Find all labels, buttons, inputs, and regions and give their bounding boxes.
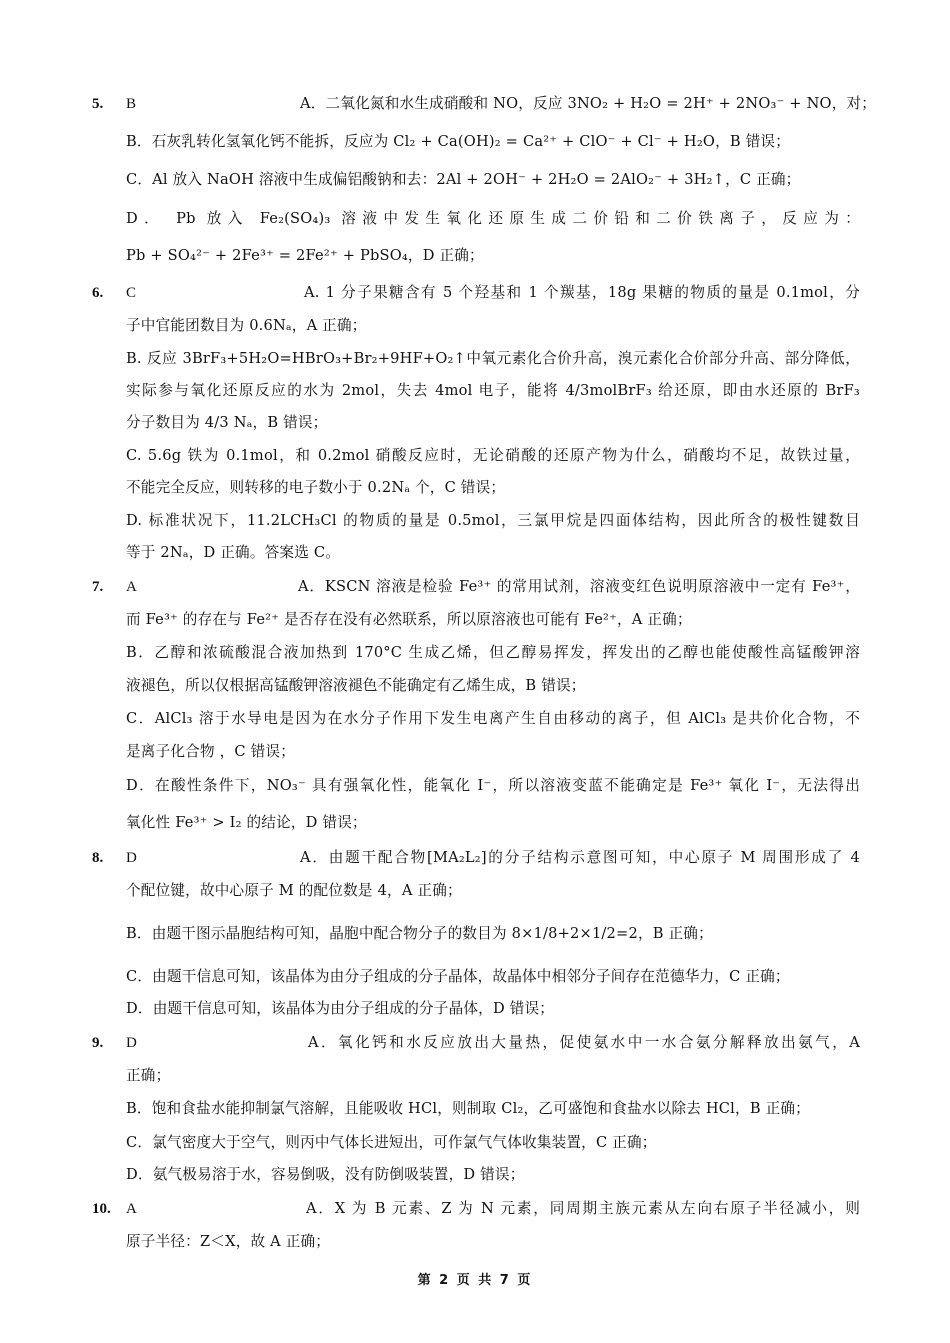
explanation-line: D．在酸性条件下，NO₃⁻ 具有强氧化性，能氧化 I⁻，所以溶液变蓝不能确定是 Fe³⁺ 氧化 I⁻，无法得出 — [126, 777, 860, 794]
explanation-line: C．由题干信息可知，该晶体为由分子组成的分子晶体，故晶体中相邻分子间存在范德华力，C 正确； — [126, 968, 790, 985]
explanation-line: D．氨气极易溶于水，容易倒吸，没有防倒吸装置，D 错误； — [126, 1166, 525, 1183]
explanation-line: C. 5.6g 铁为 0.1mol，和 0.2mol 硝酸反应时，无论硝酸的还原产物为什么，硝酸均不足，故铁过量， — [126, 447, 860, 464]
explanation-line: C．氯气密度大于空气，则丙中气体长进短出，可作氯气气体收集装置，C 正确； — [126, 1134, 657, 1151]
explanation-line: 是离子化合物 ，C 错误； — [126, 743, 295, 760]
explanation-line: C．Al 放入 NaOH 溶液中生成偏铝酸钠和去：2Al + 2OH⁻ + 2H₂O = 2AlO₂⁻ + 3H₂↑，C 正确； — [126, 171, 801, 188]
answer-letter: D — [126, 850, 137, 866]
explanation-line: A．氧化钙和水反应放出大量热，促使氨水中一水合氨分解释放出氨气，A — [308, 1034, 860, 1051]
explanation-line: A．二氧化氮和水生成硝酸和 NO，反应 3NO₂ + H₂O = 2H⁺ + 2NO₃⁻ + NO，对； — [300, 95, 877, 112]
answer-letter: D — [126, 1035, 137, 1051]
explanation-line: D. 标准状况下，11.2LCH₃Cl 的物质的量是 0.5mol，三氯甲烷是四面体结构，因此所含的极性键数目 — [126, 512, 860, 529]
explanation-line: 而 Fe³⁺ 的存在与 Fe²⁺ 是否存在没有必然联系，所以原溶液也可能有 Fe²⁺，A 正确； — [126, 611, 692, 628]
explanation-line: A．由题干配合物[MA₂L₂]的分子结构示意图可知，中心原子 M 周围形成了 4 — [300, 849, 860, 866]
answer-letter: C — [126, 285, 137, 301]
explanation-line: 分子数目为 4/3 Nₐ，B 错误； — [126, 414, 328, 431]
explanation-line: A. 1 分子果糖含有 5 个羟基和 1 个羰基，18g 果糖的物质的量是 0.1mol，分 — [304, 284, 860, 301]
explanation-line: B．由题干图示晶胞结构可知，晶胞中配合物分子的数目为 8×1/8+2×1/2=2，B 正确； — [126, 925, 713, 942]
explanation-line: D．由题干信息可知，该晶体为由分子组成的分子晶体，D 错误； — [126, 1000, 555, 1017]
answer-letter: B — [126, 96, 137, 112]
question-number: 8. — [92, 850, 104, 866]
explanation-line: 不能完全反应，则转移的电子数小于 0.2Nₐ 个，C 错误； — [126, 479, 506, 496]
question-number: 5. — [92, 96, 104, 112]
explanation-line: A．X 为 B 元素、Z 为 N 元素，同周期主族元素从左向右原子半径减小，则 — [306, 1200, 860, 1217]
explanation-line: 等于 2Nₐ，D 正确。答案选 C。 — [126, 544, 341, 561]
explanation-line: 子中官能团数目为 0.6Nₐ，A 正确； — [126, 317, 367, 334]
explanation-line: 正确； — [126, 1067, 171, 1084]
explanation-line: 实际参与氧化还原反应的水为 2mol，失去 4mol 电子，能将 4/3molBrF₃ 给还原，即由水还原的 BrF₃ — [126, 382, 860, 399]
explanation-line: B. 反应 3BrF₃+5H₂O=HBrO₃+Br₂+9HF+O₂↑中氧元素化合价升高，溴元素化合价部分升高、部分降低， — [126, 350, 860, 367]
explanation-line: 个配位键，故中心原子 M 的配位数是 4，A 正确； — [126, 882, 462, 899]
explanation-line: B．乙醇和浓硫酸混合液加热到 170°C 生成乙烯，但乙醇易挥发，挥发出的乙醇也能使酸性高锰酸钾溶 — [126, 644, 860, 661]
question-number: 6. — [92, 285, 104, 301]
explanation-line: 原子半径：Z＜X，故 A 正确； — [126, 1233, 331, 1250]
answer-letter: A — [126, 579, 137, 595]
question-number: 9. — [92, 1035, 104, 1051]
explanation-line: B．石灰乳转化氢氧化钙不能拆，反应为 Cl₂ + Ca(OH)₂ = Ca²⁺ + ClO⁻ + Cl⁻ + H₂O，B 错误； — [126, 133, 791, 150]
explanation-line: B．饱和食盐水能抑制氯气溶解，且能吸收 HCl，则制取 Cl₂，乙可盛饱和食盐水以除去 HCl，B 正确； — [126, 1100, 810, 1117]
explanation-line: A．KSCN 溶液是检验 Fe³⁺ 的常用试剂，溶液变红色说明原溶液中一定有 Fe³⁺， — [298, 578, 860, 595]
page-footer: 第 2 页 共 7 页 — [417, 1273, 533, 1288]
question-number: 7. — [92, 579, 104, 595]
explanation-line: 氧化性 Fe³⁺ > I₂ 的结论，D 错误； — [126, 814, 367, 831]
explanation-line: C．AlCl₃ 溶于水导电是因为在水分子作用下发生电离产生自由移动的离子，但 AlCl₃ 是共价化合物，不 — [126, 710, 860, 727]
explanation-line: 液褪色，所以仅根据高锰酸钾溶液褪色不能确定有乙烯生成，B 错误； — [126, 677, 586, 694]
answer-letter: A — [126, 1201, 137, 1217]
question-number: 10. — [92, 1201, 111, 1217]
explanation-line: D． Pb 放入 Fe₂(SO₄)₃ 溶液中发生氧化还原生成二价铅和二价铁离子，反应为： — [126, 210, 860, 227]
explanation-line: Pb + SO₄²⁻ + 2Fe³⁺ = 2Fe²⁺ + PbSO₄，D 正确； — [126, 247, 484, 264]
